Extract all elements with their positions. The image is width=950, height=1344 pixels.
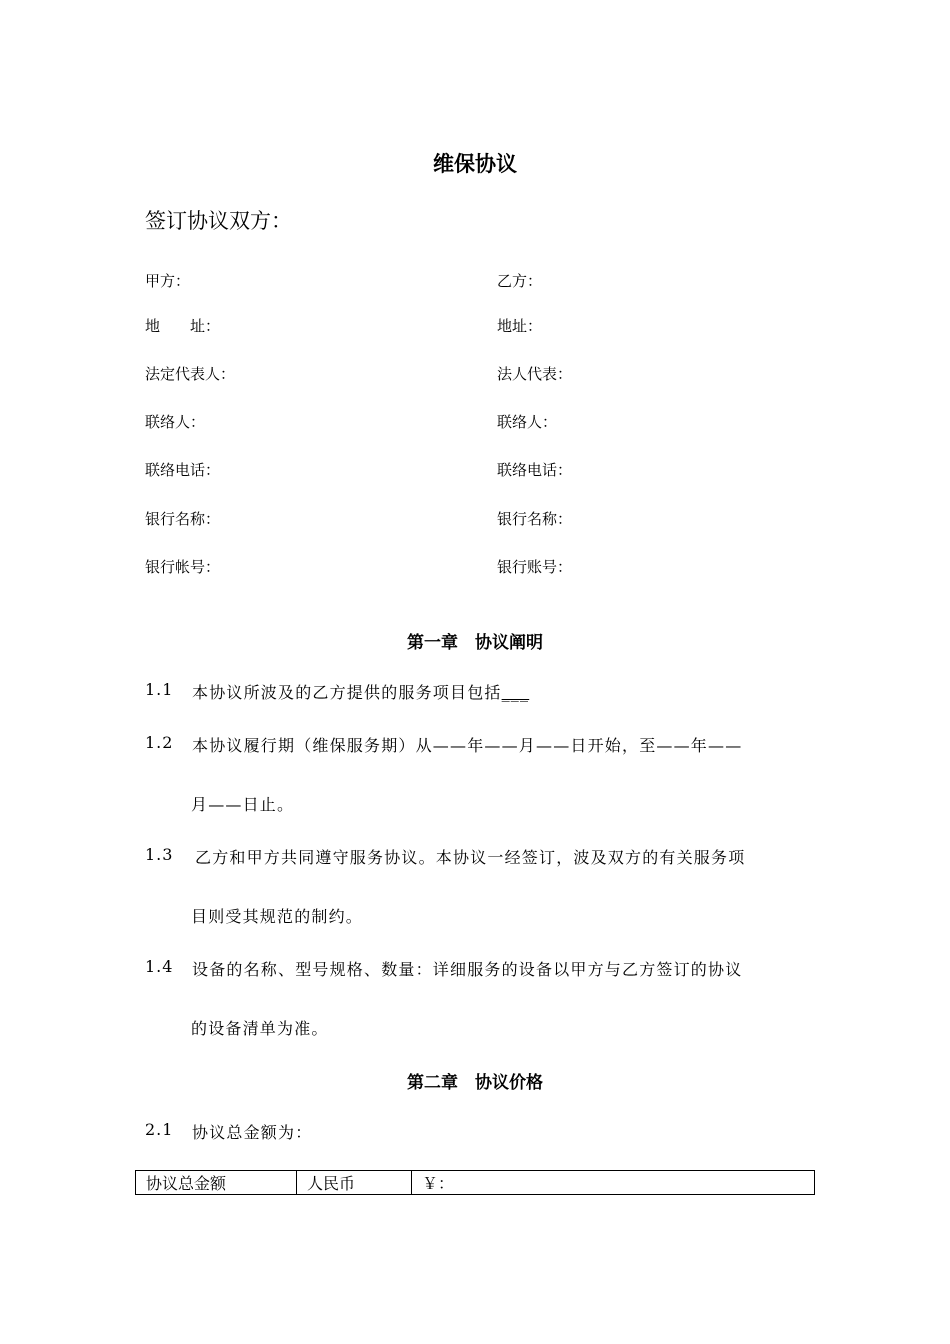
clause-number: 1.2: [145, 733, 174, 752]
clause-continuation: 的设备清单为准。: [191, 1019, 329, 1038]
party-a-phone-label: 联络电话：: [145, 461, 221, 479]
clause-text: 本协议履行期（维保服务期）从——年——月——日开始，至——年——: [192, 736, 743, 755]
party-b-phone-label: 联络电话：: [497, 461, 573, 479]
clause-number: 1.3: [145, 845, 174, 864]
clause-text: 协议总金额为：: [192, 1123, 313, 1142]
party-b-address-label: 地址：: [497, 317, 543, 335]
amount-label-cell: 协议总金额: [136, 1171, 297, 1195]
amount-value-cell: ￥：: [412, 1171, 815, 1195]
parties-heading: 签订协议双方：: [145, 209, 292, 233]
party-a-rep-label: 法定代表人：: [145, 365, 236, 383]
clause-body: 本协议所波及的乙方提供的服务项目包括: [192, 683, 502, 702]
clause-number: 1.1: [145, 680, 174, 699]
party-a-name-label: 甲方：: [145, 272, 191, 290]
clause-number: 2.1: [145, 1120, 174, 1139]
clause-text: [192, 680, 529, 703]
chapter-2-heading: 第二章 协议价格: [407, 1073, 543, 1093]
party-a-bank-account-label: 银行帐号：: [145, 558, 221, 576]
party-b-bank-name-label: 银行名称：: [497, 510, 573, 528]
clause-blank: ___: [501, 683, 530, 702]
contract-amount-table: [135, 1170, 815, 1195]
document-title: 维保协议: [433, 151, 517, 176]
chapter-1-heading: 第一章 协议阐明: [407, 633, 543, 653]
clause-text: 设备的名称、型号规格、数量：详细服务的设备以甲方与乙方签订的协议: [192, 960, 743, 979]
clause-continuation: 目则受其规范的制约。: [191, 907, 364, 926]
party-a-contact-label: 联络人：: [145, 413, 206, 431]
party-b-bank-account-label: 银行账号：: [497, 558, 573, 576]
table-row: [136, 1171, 815, 1195]
clause-text: 乙方和甲方共同遵守服务协议。本协议一经签订，波及双方的有关服务项: [195, 848, 746, 867]
party-b-rep-label: 法人代表：: [497, 365, 573, 383]
party-b-contact-label: 联络人：: [497, 413, 558, 431]
party-a-bank-name-label: 银行名称：: [145, 510, 221, 528]
currency-cell: 人民币: [297, 1171, 412, 1195]
party-a-address-label: 地 址：: [145, 317, 221, 335]
clause-continuation: 月——日止。: [191, 795, 295, 814]
clause-number: 1.4: [145, 957, 174, 976]
party-b-name-label: 乙方：: [497, 272, 543, 290]
